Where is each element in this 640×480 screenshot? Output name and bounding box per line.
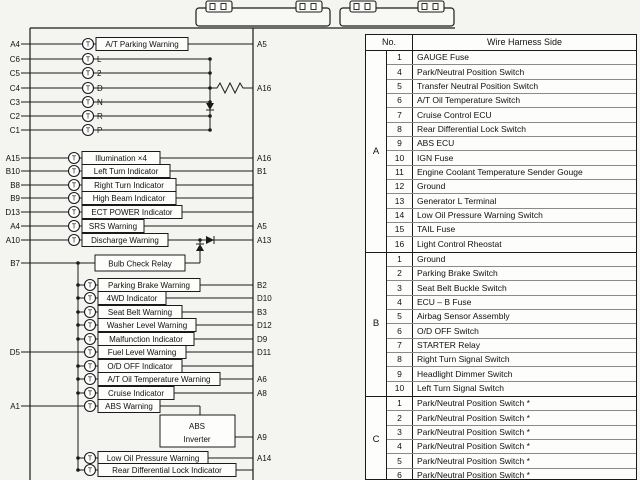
table-row <box>387 151 636 165</box>
lamp-symbol: T <box>87 282 93 290</box>
table-row <box>387 367 636 381</box>
meter-pin-right: A16 <box>257 83 272 93</box>
pin-label: Generator L Terminal <box>417 195 497 206</box>
connector-group <box>366 253 636 397</box>
pin-number: 2 <box>387 411 413 424</box>
junction-dot <box>198 238 202 242</box>
table-header <box>366 35 636 51</box>
group-rows <box>387 51 636 252</box>
indicator-label: O/D OFF Indicator <box>107 361 173 371</box>
pin-label: Headlight Dimmer Switch <box>417 368 513 379</box>
group-letter: C <box>366 397 387 480</box>
pin-number: 2 <box>387 267 413 280</box>
lamp-symbol: T <box>85 113 91 121</box>
gear-position-label: D <box>97 83 103 93</box>
connector-pin-slot <box>210 4 215 10</box>
lamp-symbol: T <box>87 376 93 384</box>
pin-label: Left Turn Signal Switch <box>417 383 504 394</box>
pin-number: 1 <box>387 397 413 410</box>
indicator-label: Parking Brake Warning <box>108 280 190 290</box>
junction-dot <box>208 71 212 75</box>
lamp-symbol: T <box>87 467 93 475</box>
pin-label: Park/Neutral Position Switch * <box>417 470 530 480</box>
pin-number: 14 <box>387 209 413 222</box>
pin-label: Park/Neutral Position Switch * <box>417 398 530 409</box>
lamp-symbol: T <box>87 349 93 357</box>
junction-dot <box>208 114 212 118</box>
pin-number: 3 <box>387 426 413 439</box>
pin-label: Park/Neutral Position Switch * <box>417 455 530 466</box>
lamp-symbol: T <box>71 155 77 163</box>
pin-number: 8 <box>387 353 413 366</box>
pin-label: Park/Neutral Position Switch * <box>417 426 530 437</box>
abs-inverter-label: ABS <box>188 422 206 431</box>
pin-label: Cruise Control ECU <box>417 109 492 120</box>
indicator-label: Discharge Warning <box>91 235 159 245</box>
junction-dot <box>76 323 80 327</box>
junction-dot <box>76 377 80 381</box>
wire-harness-table <box>365 34 637 480</box>
table-row <box>387 237 636 251</box>
connector-pin-slot <box>422 4 427 10</box>
indicator-label: High Beam Indicator <box>92 193 166 203</box>
pin-number: 13 <box>387 194 413 207</box>
lamp-symbol: T <box>71 237 77 245</box>
gear-position-label: R <box>97 111 103 121</box>
junction-dot <box>76 337 80 341</box>
pin-label: Ground <box>417 181 446 192</box>
connector-pin-slot <box>221 4 226 10</box>
pin-number: 6 <box>387 324 413 337</box>
lamp-symbol: T <box>71 209 77 217</box>
meter-pin-left: A4 <box>10 39 20 49</box>
junction-dot <box>76 364 80 368</box>
junction-dot <box>76 310 80 314</box>
pin-label: Seat Belt Buckle Switch <box>417 282 507 293</box>
table-row <box>387 253 636 267</box>
gear-position-label: L <box>97 54 102 64</box>
meter-pin-right: A14 <box>257 453 272 463</box>
pin-number: 9 <box>387 367 413 380</box>
lamp-symbol: T <box>71 168 77 176</box>
pin-number: 6 <box>387 469 413 480</box>
indicator-label: 4WD Indicator <box>106 293 158 303</box>
pin-number: 7 <box>387 339 413 352</box>
lamp-symbol: T <box>85 99 91 107</box>
table-row <box>387 51 636 65</box>
meter-pin-left: C4 <box>9 83 20 93</box>
pin-label: Rear Differential Lock Switch <box>417 124 526 135</box>
pin-number: 6 <box>387 94 413 107</box>
pin-number: 10 <box>387 382 413 396</box>
table-body <box>366 51 636 480</box>
lamp-symbol: T <box>85 56 91 64</box>
meter-pin-right: B2 <box>257 280 267 290</box>
pin-label: Airbag Sensor Assembly <box>417 311 510 322</box>
pin-label: Light Control Rheostat <box>417 239 502 250</box>
pin-label: Park/Neutral Position Switch * <box>417 412 530 423</box>
connector-pin-slot <box>311 4 316 10</box>
meter-pin-left: D5 <box>9 347 20 357</box>
pin-label: GAUGE Fuse <box>417 52 469 63</box>
lamp-symbol: T <box>87 363 93 371</box>
col-header-no: No. <box>366 35 413 50</box>
abs-inverter-label: Inverter <box>183 435 211 444</box>
group-rows <box>387 397 636 480</box>
indicator-label: ECT POWER Indicator <box>91 207 173 217</box>
pin-label: Engine Coolant Temperature Sender Gouge <box>417 167 583 178</box>
group-letter: A <box>366 51 387 252</box>
pin-number: 4 <box>387 296 413 309</box>
connector-pin-slot <box>365 4 370 10</box>
lamp-symbol: T <box>71 223 77 231</box>
meter-pin-left: A1 <box>10 401 20 411</box>
table-row <box>387 310 636 324</box>
pin-number: 3 <box>387 281 413 294</box>
table-row <box>387 296 636 310</box>
meter-pin-right: A5 <box>257 39 267 49</box>
pin-label: Ground <box>417 254 446 264</box>
pin-label: A/T Oil Temperature Switch <box>417 95 521 106</box>
table-row <box>387 382 636 396</box>
junction-dot <box>76 391 80 395</box>
pin-label: Park/Neutral Position Switch <box>417 66 525 77</box>
table-row <box>387 166 636 180</box>
pin-number: 4 <box>387 440 413 453</box>
connector-group <box>366 397 636 480</box>
pin-label: ECU – B Fuse <box>417 296 472 307</box>
group-letter: B <box>366 253 387 396</box>
table-row <box>387 353 636 367</box>
group-rows <box>387 253 636 396</box>
meter-pin-right: A9 <box>257 432 267 442</box>
pin-number: 4 <box>387 65 413 78</box>
table-row <box>387 267 636 281</box>
meter-pin-left: C5 <box>9 68 20 78</box>
meter-pin-right: A6 <box>257 374 267 384</box>
junction-dot <box>208 128 212 132</box>
table-row <box>387 65 636 79</box>
meter-pin-right: D9 <box>257 334 268 344</box>
indicator-label: Fuel Level Warning <box>107 347 177 357</box>
junction-dot <box>76 283 80 287</box>
table-row <box>387 339 636 353</box>
junction-dot <box>76 456 80 460</box>
lamp-symbol: T <box>87 295 93 303</box>
connector-group <box>366 51 636 253</box>
diode-icon <box>206 103 214 110</box>
pin-number: 15 <box>387 223 413 236</box>
lamp-symbol: T <box>71 195 77 203</box>
pin-number: 5 <box>387 310 413 323</box>
table-row <box>387 94 636 108</box>
meter-pin-left: C1 <box>9 125 20 135</box>
pin-label: STARTER Relay <box>417 339 480 350</box>
meter-pin-right: B1 <box>257 166 267 176</box>
pin-label: ABS ECU <box>417 138 455 149</box>
resistor-icon <box>210 83 253 93</box>
table-row <box>387 411 636 425</box>
meter-pin-left: A10 <box>5 235 20 245</box>
table-row <box>387 454 636 468</box>
table-row <box>387 440 636 454</box>
pin-number: 12 <box>387 180 413 193</box>
indicator-label: A/T Parking Warning <box>105 39 179 49</box>
table-row <box>387 194 636 208</box>
table-row <box>387 108 636 122</box>
gear-position-label: N <box>97 97 103 107</box>
indicator-label: Seat Belt Warning <box>107 307 173 317</box>
meter-pin-right: A5 <box>257 221 267 231</box>
pin-number: 5 <box>387 454 413 467</box>
junction-dot <box>76 468 80 472</box>
junction-dot <box>208 57 212 61</box>
pin-number: 7 <box>387 108 413 121</box>
indicator-label: Malfunction Indicator <box>109 334 183 344</box>
meter-pin-left: C2 <box>9 111 20 121</box>
indicator-label: Illumination ×4 <box>95 153 147 163</box>
indicator-label: Rear Differential Lock Indicator <box>112 465 222 475</box>
lamp-symbol: T <box>85 85 91 93</box>
meter-pin-left: D13 <box>5 207 20 217</box>
meter-pin-right: D11 <box>257 347 272 357</box>
pin-label: Parking Brake Switch <box>417 268 498 279</box>
table-row <box>387 324 636 338</box>
pin-label: Right Turn Signal Switch <box>417 354 510 365</box>
lamp-symbol: T <box>85 127 91 135</box>
lamp-symbol: T <box>87 322 93 330</box>
indicator-label: Washer Level Warning <box>106 320 188 330</box>
pin-number: 9 <box>387 137 413 150</box>
table-row <box>387 209 636 223</box>
pin-label: Park/Neutral Position Switch * <box>417 441 530 452</box>
pin-number: 11 <box>387 166 413 179</box>
meter-pin-right: B3 <box>257 307 267 317</box>
meter-pin-left: B7 <box>10 258 20 268</box>
meter-pin-left: C3 <box>9 97 20 107</box>
meter-pin-right: A13 <box>257 235 272 245</box>
connector-pin-slot <box>300 4 305 10</box>
table-row <box>387 80 636 94</box>
pin-number: 1 <box>387 253 413 266</box>
meter-pin-right: D12 <box>257 320 272 330</box>
pin-number: 10 <box>387 151 413 164</box>
meter-pin-left: B9 <box>10 193 20 203</box>
table-row <box>387 426 636 440</box>
lamp-symbol: T <box>85 70 91 78</box>
indicator-label: Low Oil Pressure Warning <box>106 453 200 463</box>
pin-label: TAIL Fuse <box>417 224 456 235</box>
meter-pin-right: A8 <box>257 388 267 398</box>
indicator-label: Left Turn Indicator <box>93 166 159 176</box>
bulb-check-relay-label: Bulb Check Relay <box>108 259 172 269</box>
connector-pin-slot <box>433 4 438 10</box>
lamp-symbol: T <box>87 403 93 411</box>
meter-pin-right: D10 <box>257 293 272 303</box>
pin-number: 5 <box>387 80 413 93</box>
indicator-label: A/T Oil Temperature Warning <box>107 374 211 384</box>
lamp-symbol: T <box>87 336 93 344</box>
pin-label: O/D OFF Switch <box>417 325 479 336</box>
meter-pin-left: A4 <box>10 221 20 231</box>
table-row <box>387 469 636 480</box>
pin-number: 1 <box>387 51 413 64</box>
table-row <box>387 123 636 137</box>
indicator-label: Cruise Indicator <box>107 388 165 398</box>
lamp-symbol: T <box>87 455 93 463</box>
indicator-label: ABS Warning <box>105 401 153 411</box>
pin-label: IGN Fuse <box>417 152 454 163</box>
pin-label: Low Oil Pressure Warning Switch <box>417 210 543 221</box>
gear-position-label: 2 <box>97 68 102 78</box>
meter-pin-left: B10 <box>5 166 20 176</box>
table-row <box>387 137 636 151</box>
lamp-symbol: T <box>87 390 93 398</box>
gear-position-label: P <box>97 125 103 135</box>
diode-icon <box>196 244 204 251</box>
lamp-symbol: T <box>71 182 77 190</box>
meter-pin-left: C6 <box>9 54 20 64</box>
meter-pin-left: A15 <box>5 153 20 163</box>
pin-number: 8 <box>387 123 413 136</box>
table-row <box>387 223 636 237</box>
col-header-wire-harness-side: Wire Harness Side <box>486 37 563 47</box>
meter-pin-right: A16 <box>257 153 272 163</box>
table-row <box>387 397 636 411</box>
indicator-label: Right Turn Indicator <box>94 180 164 190</box>
pin-number: 16 <box>387 237 413 251</box>
indicator-label: SRS Warning <box>88 221 138 231</box>
diode-icon <box>206 236 214 244</box>
pin-label: Transfer Neutral Position Switch <box>417 81 539 92</box>
table-row <box>387 281 636 295</box>
table-row <box>387 180 636 194</box>
lamp-symbol: T <box>85 41 91 49</box>
meter-pin-left: B8 <box>10 180 20 190</box>
junction-dot <box>76 296 80 300</box>
lamp-symbol: T <box>87 309 93 317</box>
connector-pin-slot <box>354 4 359 10</box>
